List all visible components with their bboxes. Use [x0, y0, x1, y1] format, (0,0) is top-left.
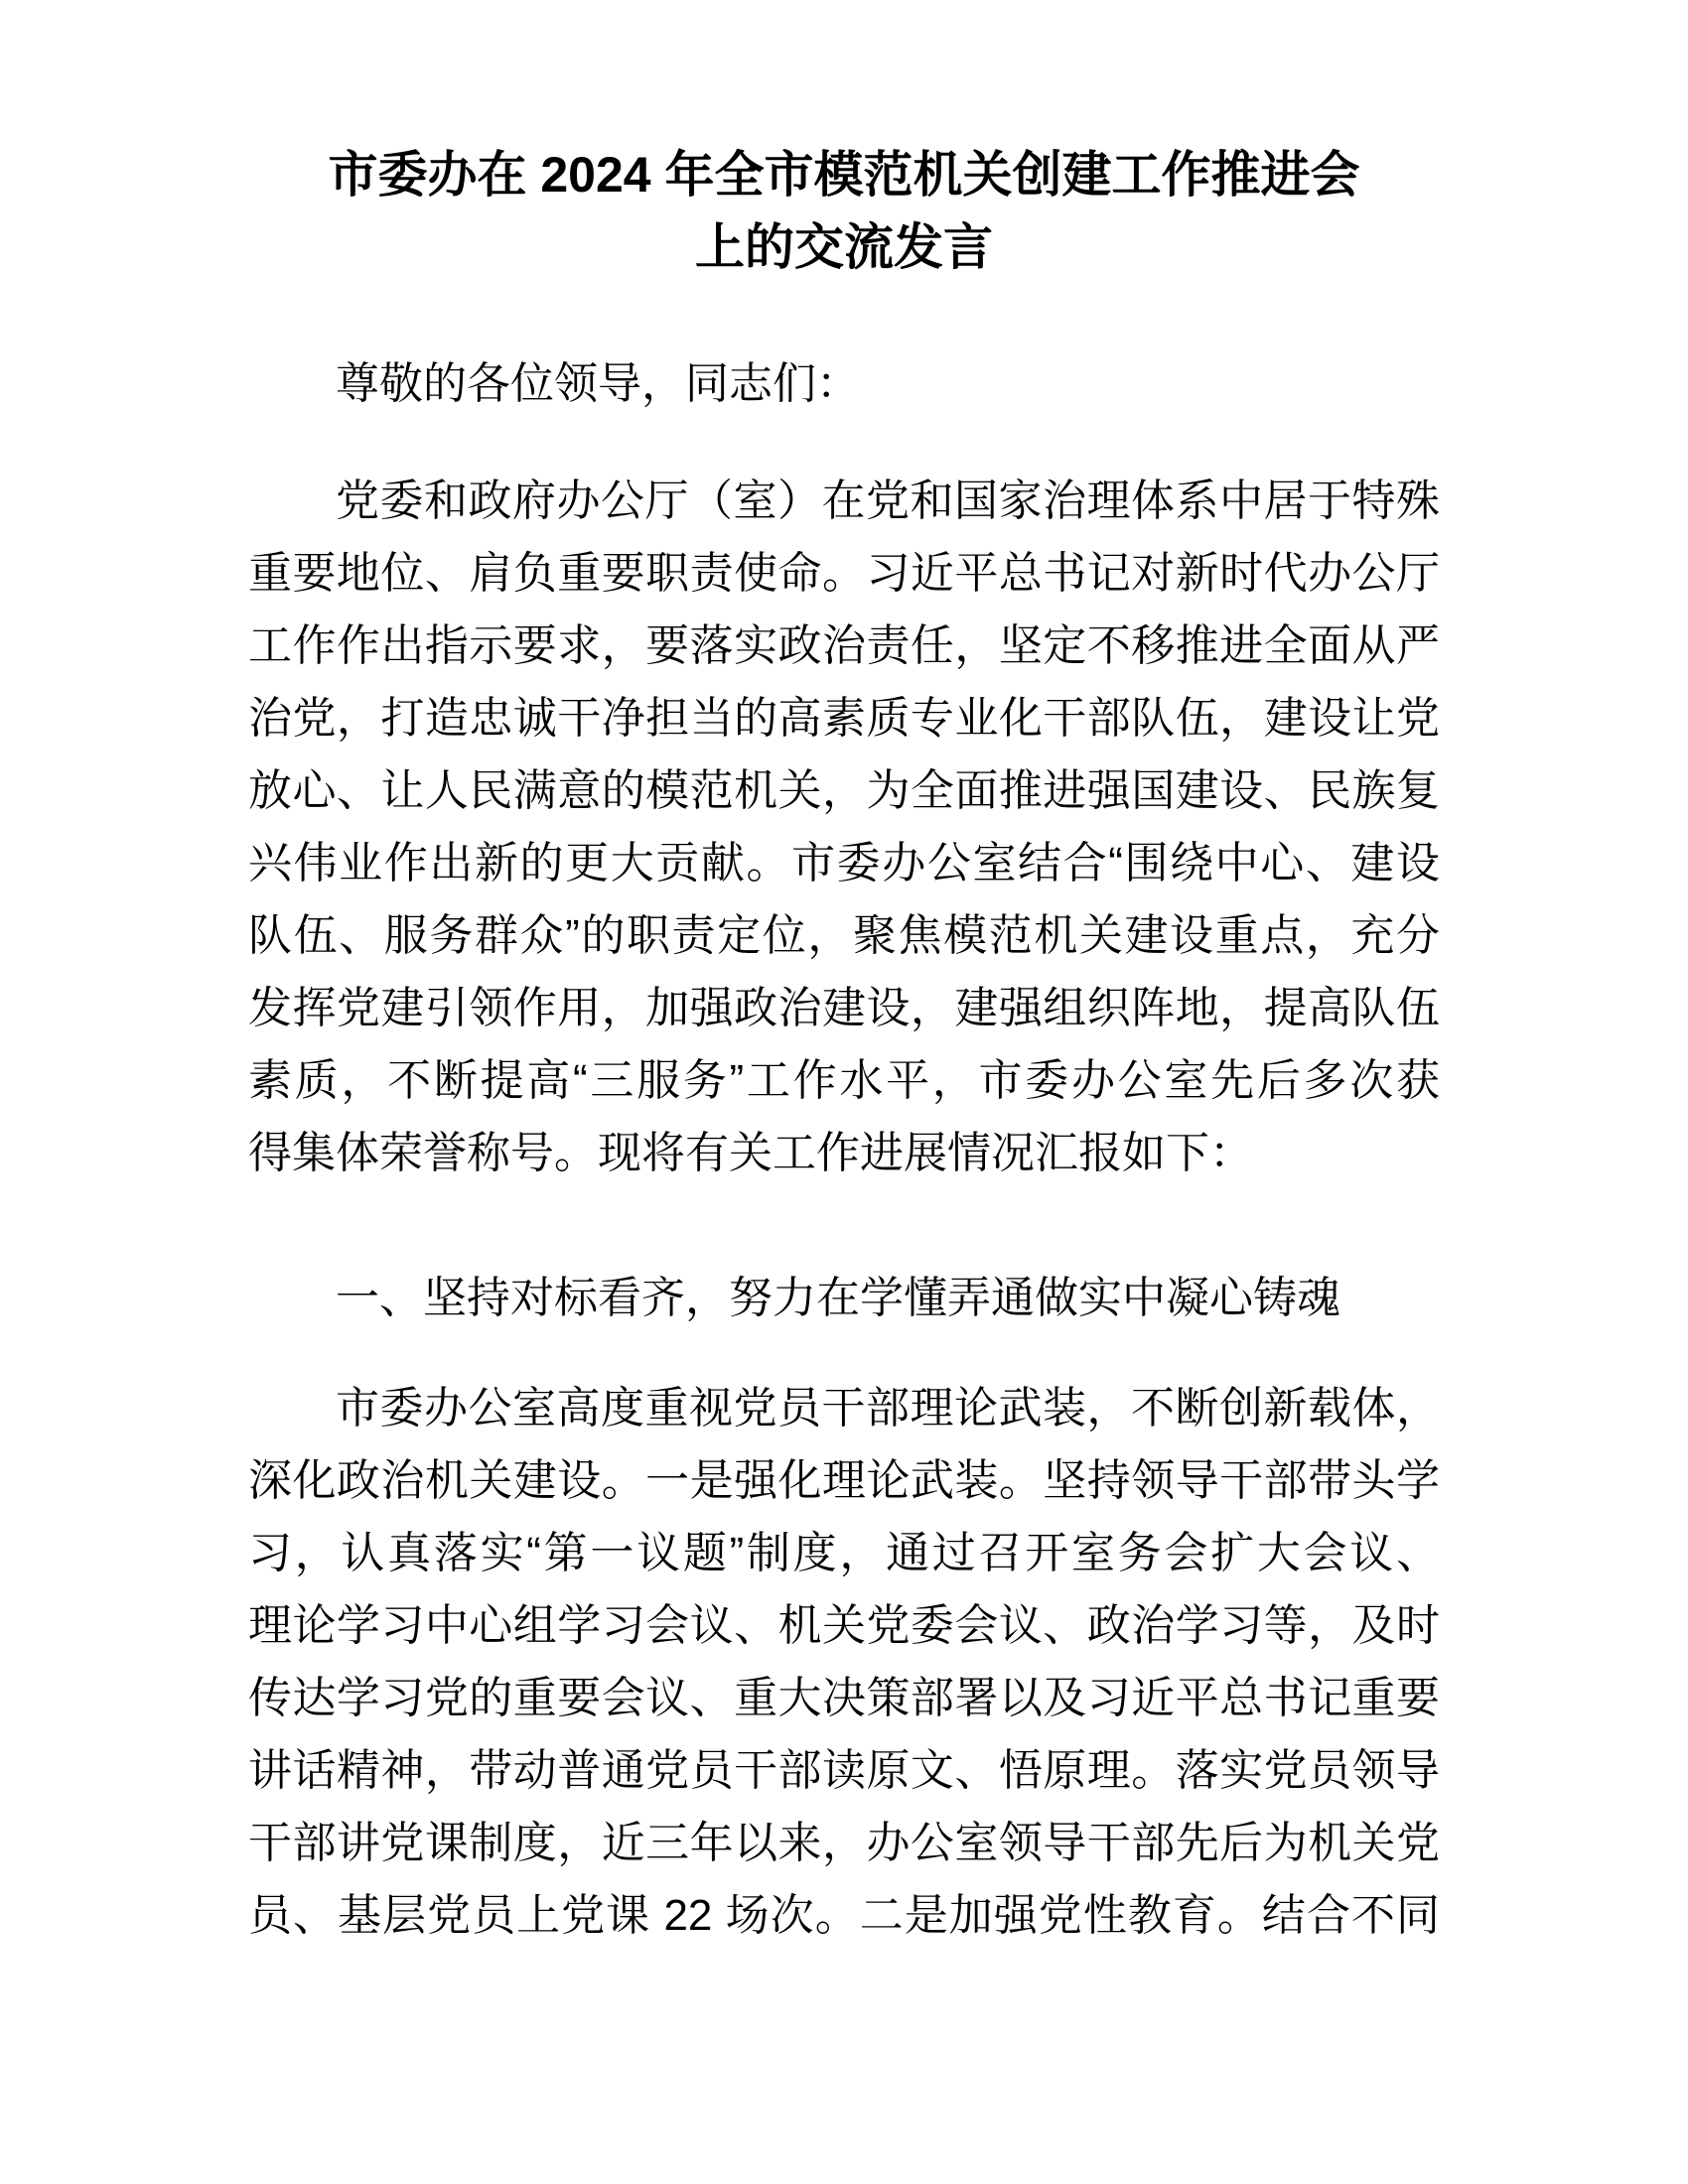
document-title-line-1: 市委办在 2024 年全市模范机关创建工作推进会 — [328, 147, 1360, 203]
text-line: 市委办公室高度重视党员干部理论武装，不断创新载体， — [336, 1384, 1440, 1433]
paragraph-1 — [248, 465, 1440, 1189]
text-line: 得集体荣誉称号。现将有关工作进展情况汇报如下： — [248, 1129, 1253, 1177]
text-line: 治党，打造忠诚干净担当的高素质专业化干部队伍，建设让党 — [248, 694, 1440, 743]
text-line: 发挥党建引领作用，加强政治建设，建强组织阵地，提高队伍 — [248, 984, 1440, 1032]
text-line: 兴伟业作出新的更大贡献。市委办公室结合“围绕中心、建设 — [248, 839, 1440, 887]
document-title — [248, 139, 1440, 284]
text-line: 传达学习党的重要会议、重大决策部署以及习近平总书记重要 — [248, 1674, 1440, 1722]
text-line: 干部讲党课制度，近三年以来，办公室领导干部先后为机关党 — [248, 1819, 1440, 1867]
section-heading-1: 一、坚持对标看齐，努力在学懂弄通做实中凝心铸魂 — [336, 1274, 1340, 1322]
salutation-line: 尊敬的各位领导，同志们： — [336, 359, 860, 408]
paragraph-2 — [248, 1372, 1440, 1952]
text-line: 队伍、服务群众”的职责定位，聚焦模范机关建设重点，充分 — [248, 911, 1440, 960]
text-line: 讲话精神，带动普通党员干部读原文、悟原理。落实党员领导 — [248, 1746, 1440, 1795]
document-title-line-2: 上的交流发言 — [695, 219, 993, 275]
text-line: 素质，不断提高“三服务”工作水平，市委办公室先后多次获 — [248, 1056, 1440, 1105]
text-line: 员、基层党员上党课 22 场次。二是加强党性教育。结合不同 — [248, 1891, 1440, 1940]
text-line: 理论学习中心组学习会议、机关党委会议、政治学习等，及时 — [248, 1601, 1440, 1650]
text-line: 深化政治机关建设。一是强化理论武装。坚持领导干部带头学 — [248, 1456, 1440, 1505]
text-line: 重要地位、肩负重要职责使命。习近平总书记对新时代办公厅 — [248, 549, 1440, 598]
text-line: 放心、让人民满意的模范机关，为全面推进强国建设、民族复 — [248, 766, 1440, 815]
text-line: 工作作出指示要求，要落实政治责任，坚定不移推进全面从严 — [248, 621, 1440, 670]
text-line: 党委和政府办公厅（室）在党和国家治理体系中居于特殊 — [336, 477, 1440, 525]
text-line: 习，认真落实“第一议题”制度，通过召开室务会扩大会议、 — [248, 1529, 1440, 1577]
